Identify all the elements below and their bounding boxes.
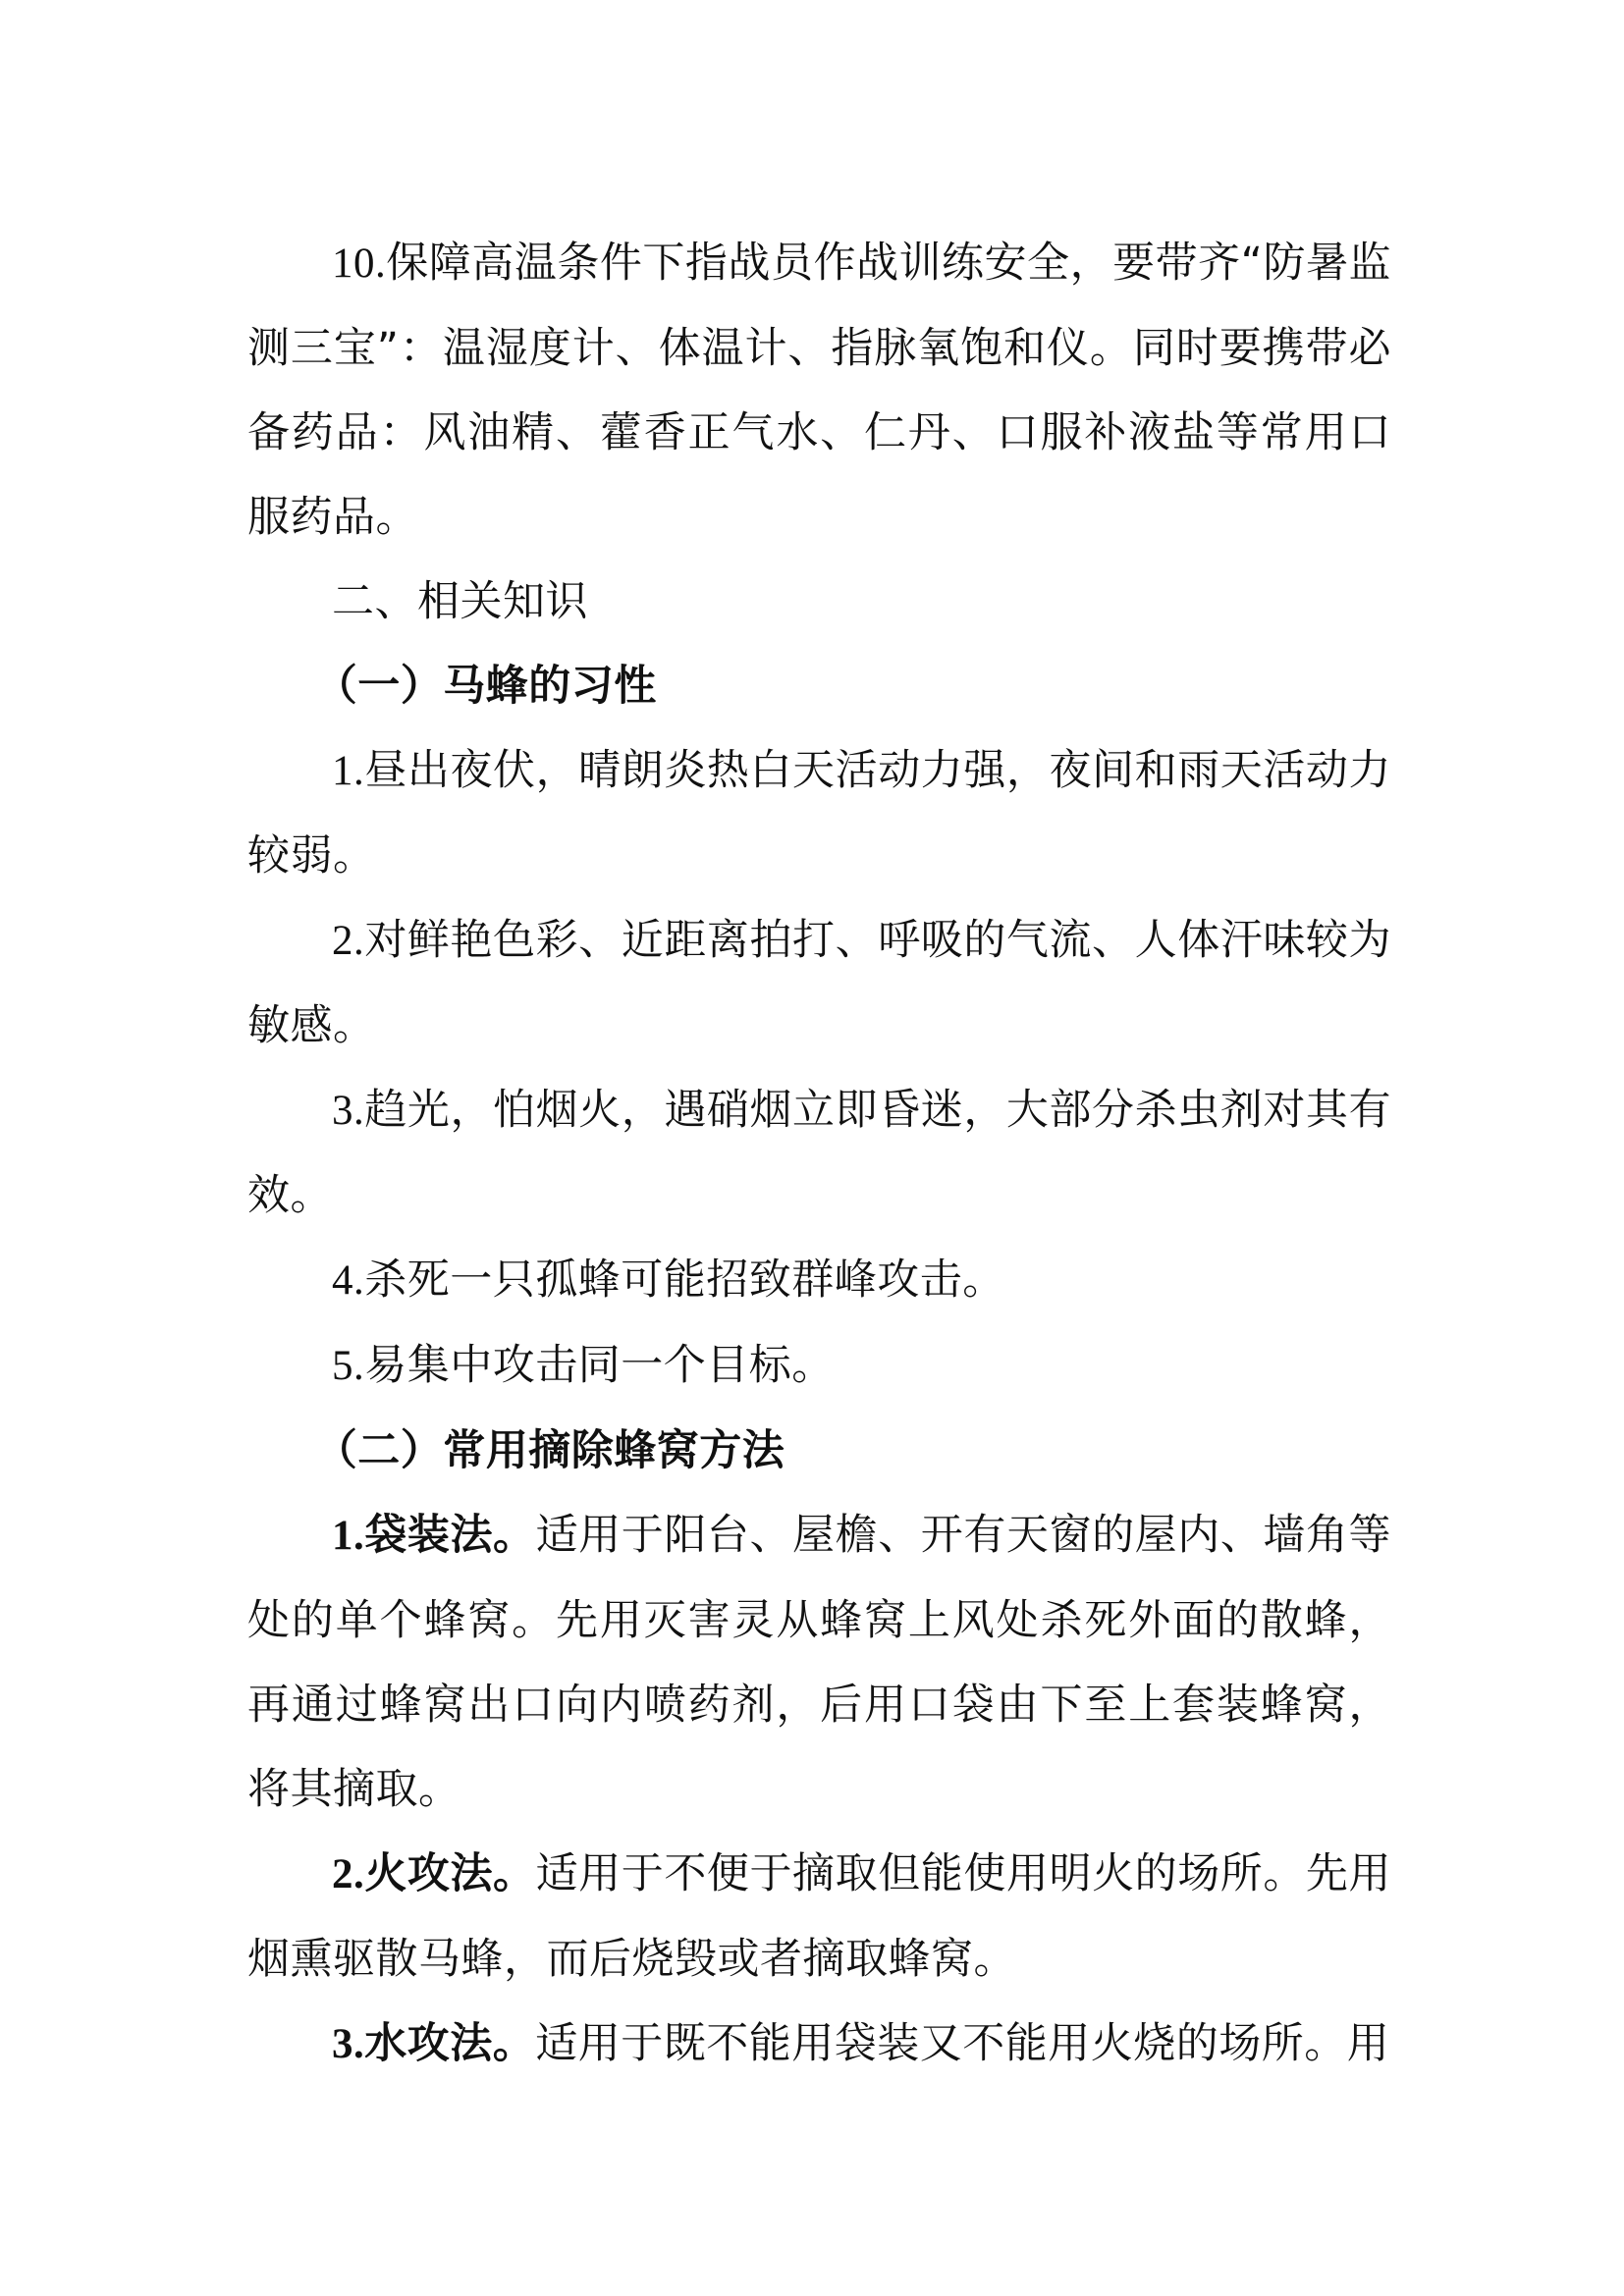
method-item-fire [247, 1832, 1391, 2002]
section-title-text: 二、相关知识 [332, 577, 588, 626]
paragraph-text: 保障高温条件下指战员作战训练安全，要带齐“防暑监测三宝”：温湿度计、体温计、指脉氧饱和仪。同时要携带必备药品：风油精、藿香正气水、仁丹、口服补液盐等常用口服药品。 [247, 239, 1391, 542]
paragraph-text: 对鲜艳色彩、近距离拍打、呼吸的气流、人体汗味较为敏感。 [247, 916, 1391, 1050]
section-title-related-knowledge [247, 560, 1391, 644]
method-item-bagging [247, 1493, 1391, 1832]
habit-item-1 [247, 728, 1391, 898]
item-number: 5. [332, 1343, 365, 1389]
item-number: 3. [332, 1088, 365, 1134]
item-number: 3. [332, 2021, 365, 2067]
paragraph-text: 昼出夜伏，晴朗炎热白天活动力强，夜间和雨天活动力较弱。 [247, 746, 1391, 881]
subsection-heading-wasp-habits: （一）马蜂的习性 [314, 662, 657, 711]
habit-item-3 [247, 1068, 1391, 1238]
habit-item-2 [247, 898, 1391, 1068]
subsection-heading-nest-removal-methods: （二）常用摘除蜂窝方法 [314, 1426, 785, 1475]
item-number: 4. [332, 1257, 365, 1304]
item-number: 1. [332, 748, 365, 794]
item-number: 2. [332, 1851, 365, 1897]
document-body [247, 221, 1391, 2087]
item-number: 2. [332, 918, 365, 964]
paragraph-text: 适用于阳台、屋檐、开有天窗的屋内、墙角等处的单个蜂窝。先用灭害灵从蜂窝上风处杀死外面的散蜂，再通过蜂窝出口向内喷药剂，后用口袋由下至上套装蜂窝，将其摘取。 [247, 1511, 1392, 1814]
paragraph-10-heatstroke-supplies [247, 221, 1391, 560]
paragraph-text: 杀死一只孤蜂可能招致群峰攻击。 [364, 1255, 1005, 1305]
paragraph-text: 适用于既不能用袋装又不能用火烧的场所。用 [535, 2019, 1390, 2068]
item-number: 10. [332, 240, 387, 287]
paragraph-text: 趋光，怕烟火，遇硝烟立即昏迷，大部分杀虫剂对其有效。 [247, 1086, 1391, 1220]
method-name: 火攻法。 [364, 1849, 536, 1898]
method-item-water [247, 2002, 1391, 2087]
habit-item-4 [247, 1238, 1391, 1323]
habit-item-5 [247, 1323, 1391, 1409]
item-number: 1. [332, 1513, 365, 1559]
paragraph-text: 易集中攻击同一个目标。 [364, 1341, 835, 1390]
paragraph-text: 适用于不便于摘取但能使用明火的场所。先用烟熏驱散马蜂，而后烧毁或者摘取蜂窝。 [247, 1849, 1392, 1984]
method-name: 水攻法。 [364, 2019, 536, 2068]
method-name: 袋装法。 [364, 1511, 536, 1560]
